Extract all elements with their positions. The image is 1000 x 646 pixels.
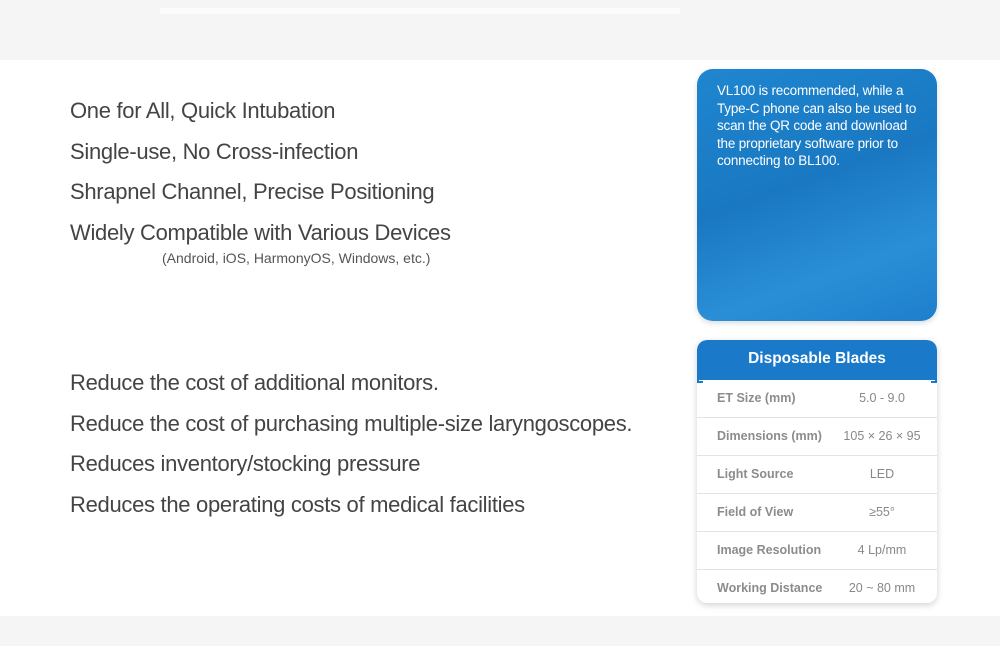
spec-label: Field of View <box>717 505 794 519</box>
spec-value: LED <box>869 467 895 481</box>
spec-label: Light Source <box>717 467 794 481</box>
spec-table <box>697 340 937 603</box>
feature-item: Widely Compatible with Various Devices <box>70 219 451 245</box>
feature-item: Shrapnel Channel, Precise Positioning <box>70 179 435 204</box>
spec-label: ET Size (mm) <box>717 391 796 405</box>
spec-value: 5.0 - 9.0 <box>859 391 905 405</box>
spec-value: ≥55° <box>869 505 895 519</box>
spec-row <box>697 570 937 603</box>
top-band <box>0 0 1000 60</box>
spec-row <box>697 532 937 570</box>
spec-value: 4 Lp/mm <box>857 543 907 557</box>
info-card <box>697 69 937 321</box>
spec-label: Working Distance <box>717 581 823 595</box>
spec-row <box>697 418 937 456</box>
spec-value: 20 ~ 80 mm <box>848 581 916 595</box>
spec-label: Dimensions (mm) <box>717 429 822 443</box>
feature-item: One for All, Quick Intubation <box>70 98 336 123</box>
spec-row <box>697 456 937 494</box>
compatibility-note: (Android, iOS, HarmonyOS, Windows, etc.) <box>162 250 431 266</box>
info-card-text: VL100 is recommended, while a Type-C phone can also be used to scan the QR code and download the proprietary software prior to connecting to BL100. <box>717 83 917 168</box>
benefit-item: Reduces the operating costs of medical facilities <box>70 491 525 517</box>
benefit-list <box>70 368 632 530</box>
spec-value: 105 × 26 × 95 <box>843 429 921 443</box>
spec-label: Image Resolution <box>717 543 822 557</box>
benefit-item: Reduce the cost of purchasing multiple-size laryngoscopes. <box>70 410 633 436</box>
benefit-item: Reduces inventory/stocking pressure <box>70 451 421 476</box>
feature-item: Single-use, No Cross-infection <box>70 138 359 164</box>
content-panel <box>0 60 1000 616</box>
spec-row <box>697 380 937 418</box>
bottom-band <box>0 616 1000 646</box>
benefit-item: Reduce the cost of additional monitors. <box>70 370 439 395</box>
feature-list <box>70 96 451 266</box>
spec-row <box>697 494 937 532</box>
top-band-strip <box>160 8 680 14</box>
spec-table-title: Disposable Blades <box>697 340 937 380</box>
